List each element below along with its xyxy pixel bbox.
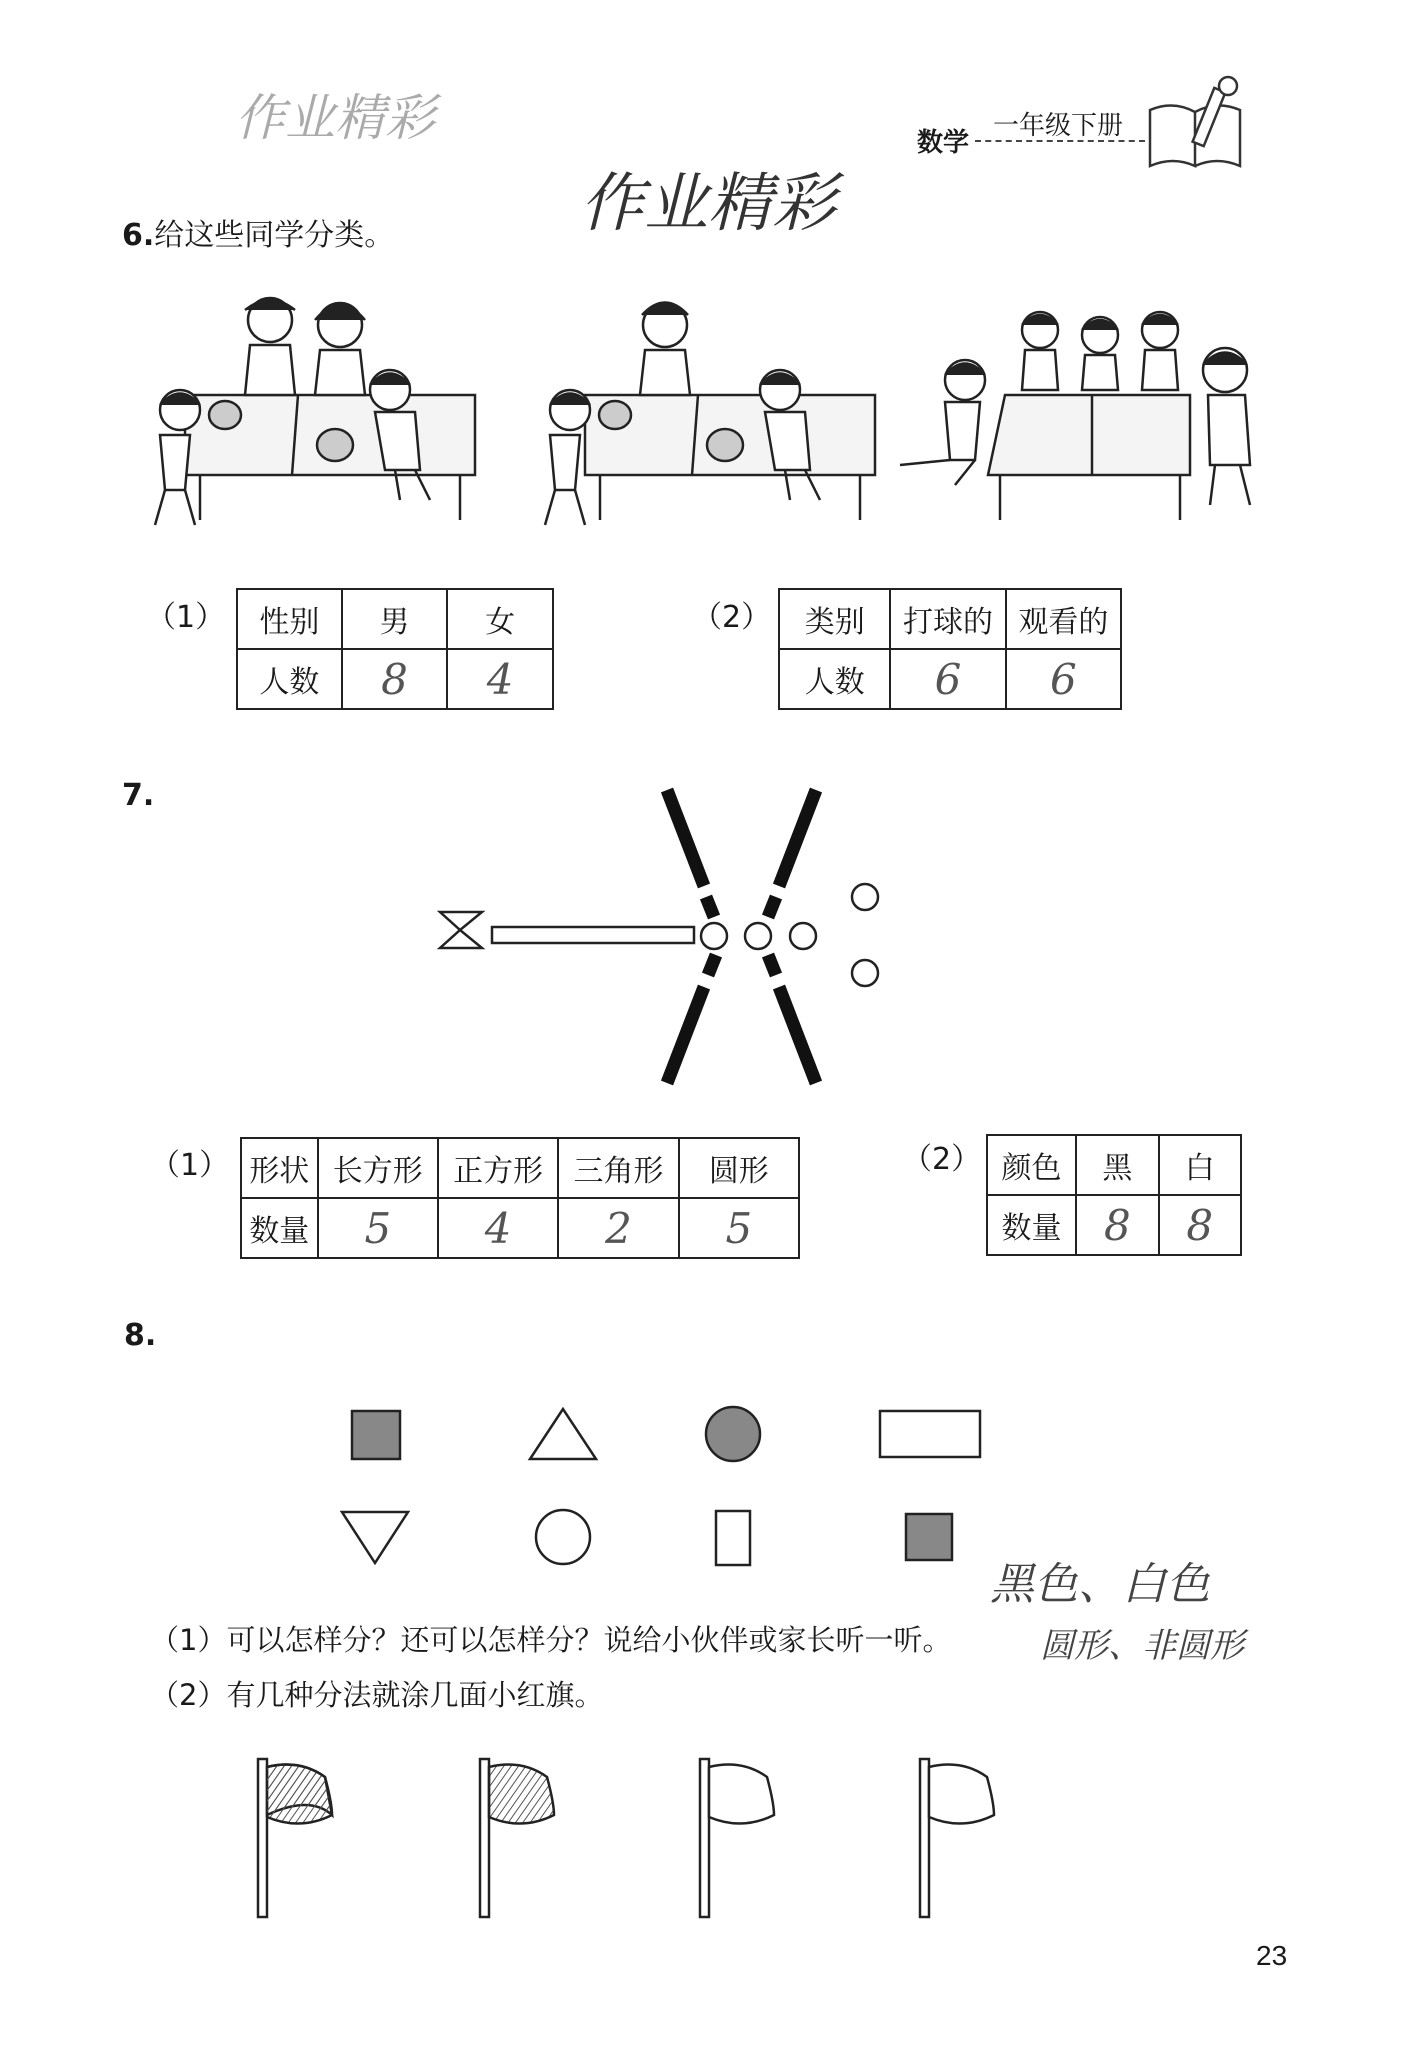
q8-shapes bbox=[330, 1395, 1010, 1575]
pingpong-illustration bbox=[130, 290, 1330, 550]
q8-line2: （2）有几种分法就涂几面小红旗。 bbox=[150, 1678, 604, 1712]
flags bbox=[240, 1755, 1040, 1925]
q6-category-table bbox=[778, 588, 1122, 710]
q7-number: 7. bbox=[122, 778, 155, 813]
table-header: 三角形 bbox=[558, 1138, 678, 1198]
answer-cell[interactable]: 4 bbox=[447, 649, 553, 709]
answer-cell[interactable]: 8 bbox=[1076, 1195, 1158, 1255]
header-subject: 数学 bbox=[917, 128, 970, 158]
q6-part2-label: （2） bbox=[692, 600, 772, 635]
flag-empty-1[interactable] bbox=[700, 1759, 774, 1917]
q7-part1-label: （1） bbox=[150, 1148, 230, 1183]
q7-part2-label: （2） bbox=[902, 1142, 982, 1177]
table-header: 形状 bbox=[241, 1138, 318, 1198]
table-header: 黑 bbox=[1076, 1135, 1158, 1195]
top-left-scribble: 作业精彩 bbox=[235, 89, 435, 147]
table-header: 颜色 bbox=[987, 1135, 1076, 1195]
answer-cell[interactable]: 5 bbox=[318, 1198, 438, 1258]
table-header: 性别 bbox=[237, 589, 342, 649]
table-header: 女 bbox=[447, 589, 553, 649]
scene-1 bbox=[155, 298, 475, 525]
flag-colored-2[interactable] bbox=[480, 1759, 554, 1917]
header-grade: 一年级下册 bbox=[993, 111, 1124, 141]
answer-cell[interactable]: 6 bbox=[1006, 649, 1121, 709]
scene-2 bbox=[545, 303, 875, 526]
q8-handwritten-note2: 圆形、非圆形 bbox=[1040, 1626, 1244, 1666]
table-header: 圆形 bbox=[679, 1138, 799, 1198]
answer-cell[interactable]: 8 bbox=[342, 649, 448, 709]
row-label: 数量 bbox=[241, 1198, 318, 1258]
scene-3 bbox=[900, 312, 1250, 520]
row-label: 人数 bbox=[779, 649, 890, 709]
q7-shape-table bbox=[240, 1137, 800, 1259]
answer-cell[interactable]: 2 bbox=[558, 1198, 678, 1258]
q8-line1: （1）可以怎样分？还可以怎样分？说给小伙伴或家长听一听。 bbox=[150, 1623, 952, 1657]
table-header: 男 bbox=[342, 589, 448, 649]
book-pencil-icon bbox=[1145, 70, 1245, 170]
header-dashes bbox=[975, 140, 1145, 142]
table-header: 长方形 bbox=[318, 1138, 438, 1198]
table-header: 正方形 bbox=[438, 1138, 558, 1198]
flag-colored-1[interactable] bbox=[258, 1759, 332, 1917]
q7-color-table bbox=[986, 1134, 1242, 1256]
table-header: 类别 bbox=[779, 589, 890, 649]
table-header: 白 bbox=[1159, 1135, 1241, 1195]
q7-shape-figure bbox=[430, 780, 900, 1100]
flag-empty-2[interactable] bbox=[920, 1759, 994, 1917]
q6-number: 6. bbox=[122, 218, 155, 253]
page-number: 23 bbox=[1256, 1940, 1288, 1971]
q6-part1-label: （1） bbox=[146, 600, 226, 635]
answer-cell[interactable]: 5 bbox=[679, 1198, 799, 1258]
answer-cell[interactable]: 6 bbox=[890, 649, 1005, 709]
answer-cell[interactable]: 8 bbox=[1159, 1195, 1241, 1255]
table-header: 打球的 bbox=[890, 589, 1005, 649]
table-header: 观看的 bbox=[1006, 589, 1121, 649]
row-label: 数量 bbox=[987, 1195, 1076, 1255]
q6-gender-table bbox=[236, 588, 554, 710]
handwritten-title: 作业精彩 bbox=[580, 167, 836, 241]
answer-cell[interactable]: 4 bbox=[438, 1198, 558, 1258]
q6-text: 给这些同学分类。 bbox=[154, 218, 395, 253]
q8-number: 8. bbox=[124, 1318, 157, 1353]
row-label: 人数 bbox=[237, 649, 342, 709]
q6-heading bbox=[122, 210, 394, 254]
q8-handwritten-note1: 黑色、白色 bbox=[990, 1559, 1210, 1610]
